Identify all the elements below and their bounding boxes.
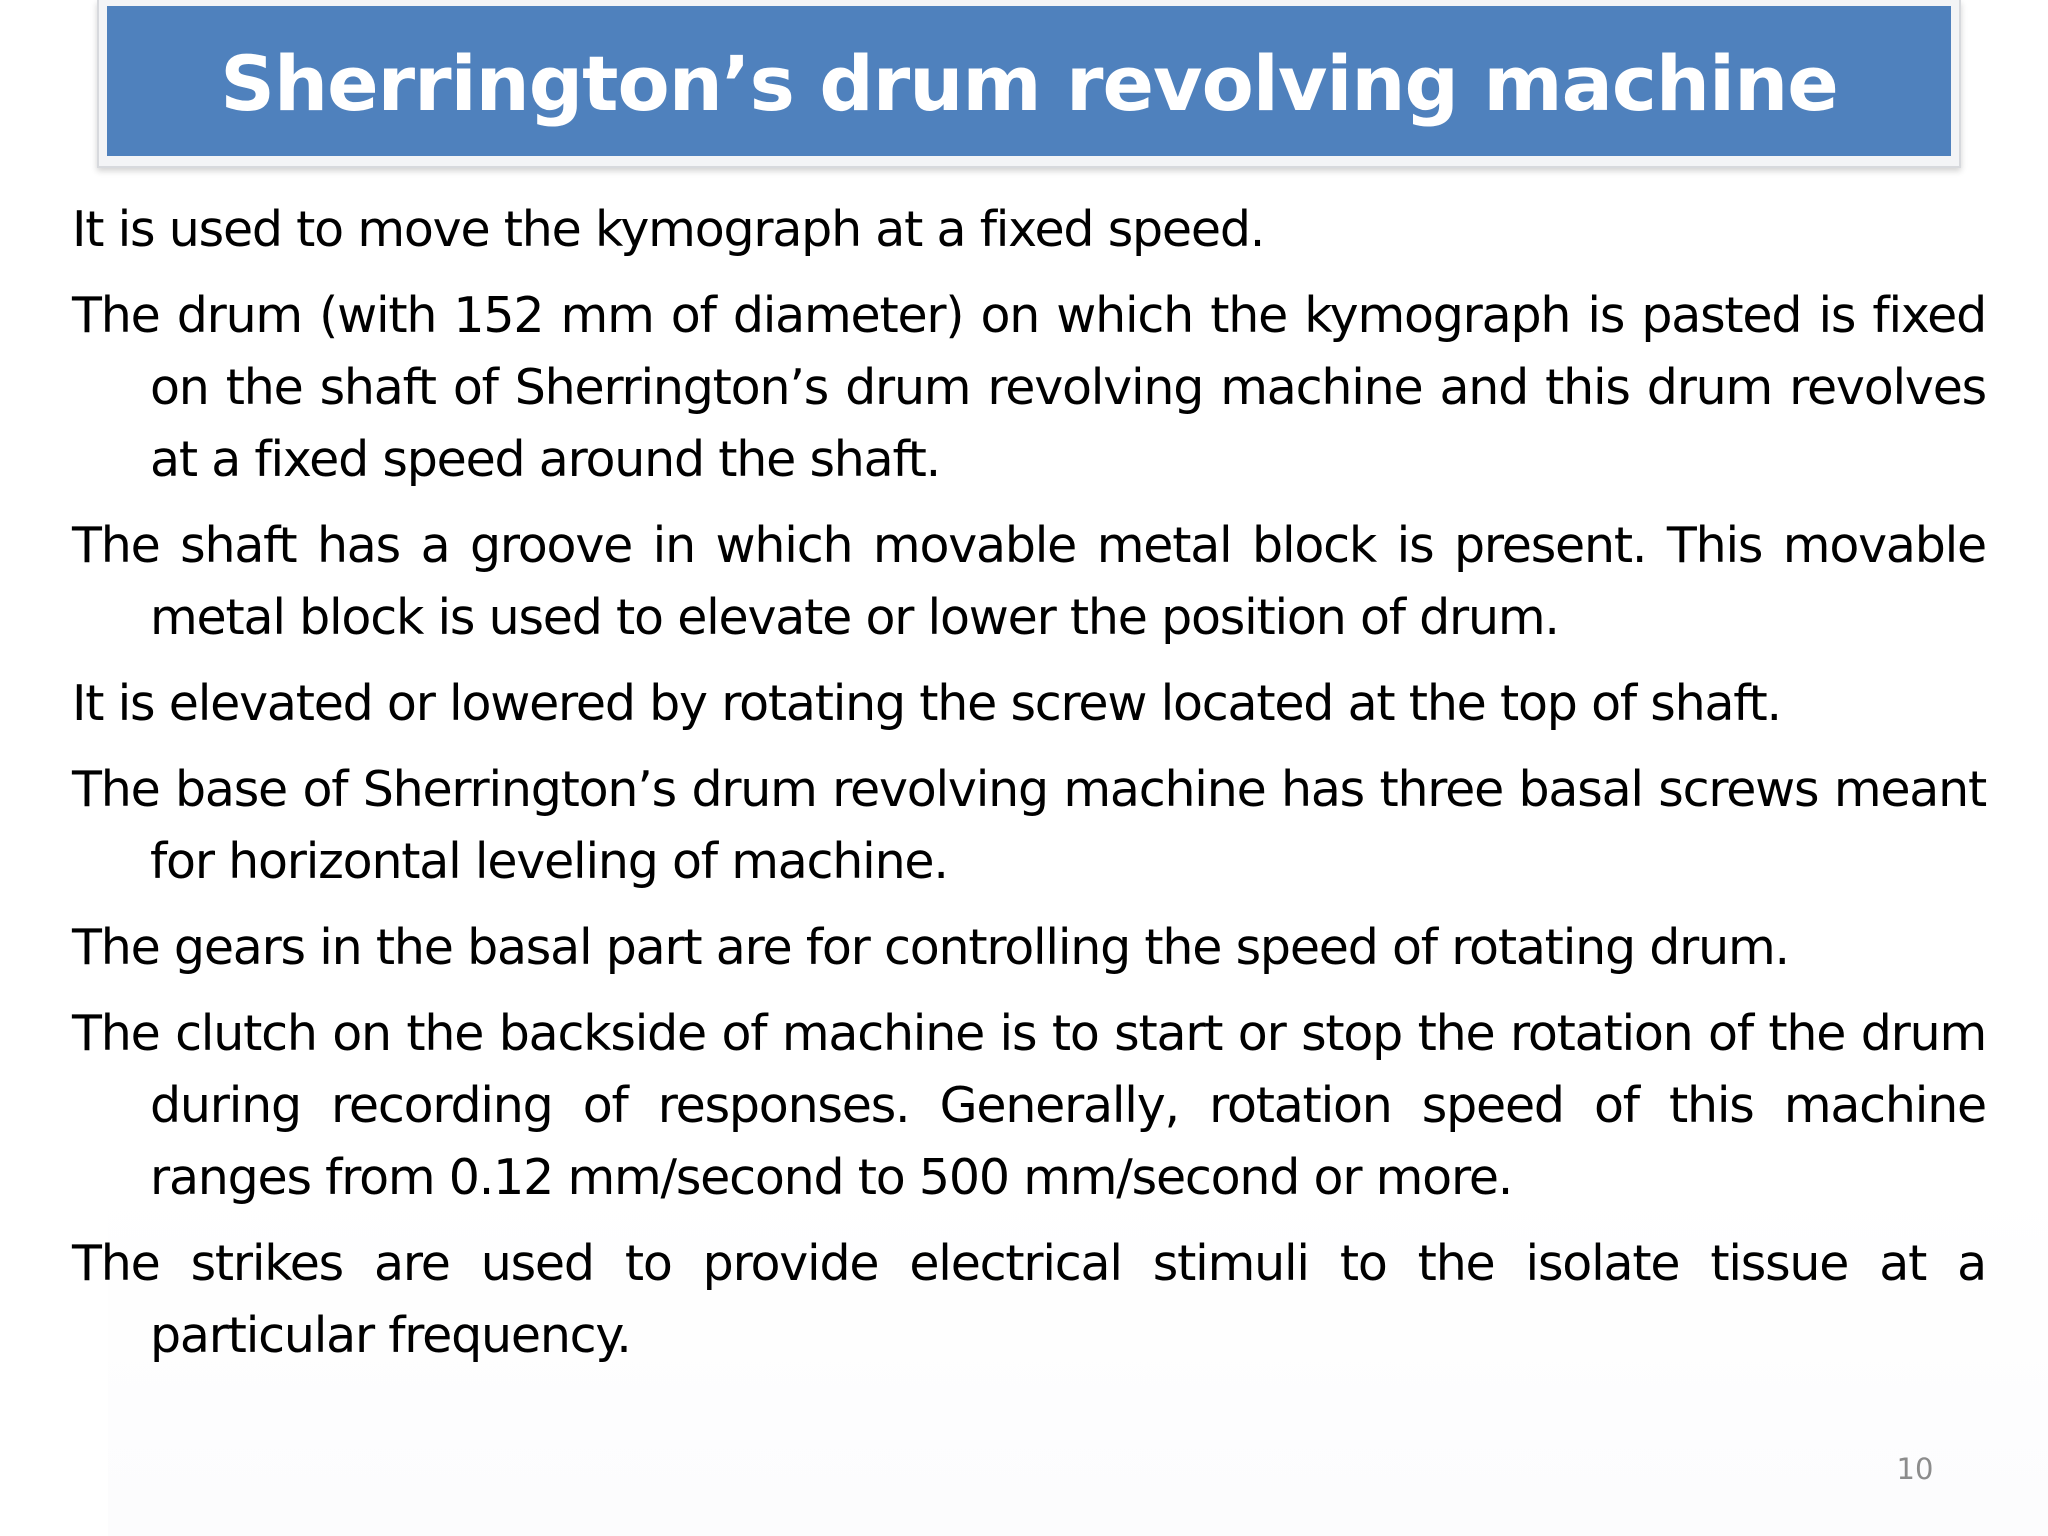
paragraph: The drum (with 152 mm of diameter) on which the kymograph is pasted is fixed on the shaft of Sherrington’s drum revolving machine and this drum revolves at a fixed speed around the shaft. (72, 287, 1986, 488)
paragraph: The gears in the basal part are for controlling the speed of rotating drum. (72, 919, 1789, 976)
page-number: 10 (1896, 1452, 1934, 1486)
paragraph: The strikes are used to provide electrical stimuli to the isolate tissue at a particular frequency. (72, 1235, 1986, 1364)
paragraph: The clutch on the backside of machine is to start or stop the rotation of the drum during recording of responses. Generally, rotation speed of this machine ranges from 0.12 mm/second to 500 mm/second or more. (72, 1005, 1986, 1206)
slide-body (72, 194, 1986, 1386)
paragraph: It is used to move the kymograph at a fixed speed. (72, 201, 1265, 258)
paragraph: The base of Sherrington’s drum revolving machine has three basal screws meant for horizontal leveling of machine. (72, 761, 1986, 890)
paragraph: The shaft has a groove in which movable metal block is present. This movable metal block is used to elevate or lower the position of drum. (72, 517, 1986, 646)
paragraph: It is elevated or lowered by rotating the screw located at the top of shaft. (72, 675, 1781, 732)
title-bar (107, 6, 1951, 156)
slide-title: Sherrington’s drum revolving machine (220, 38, 1838, 128)
